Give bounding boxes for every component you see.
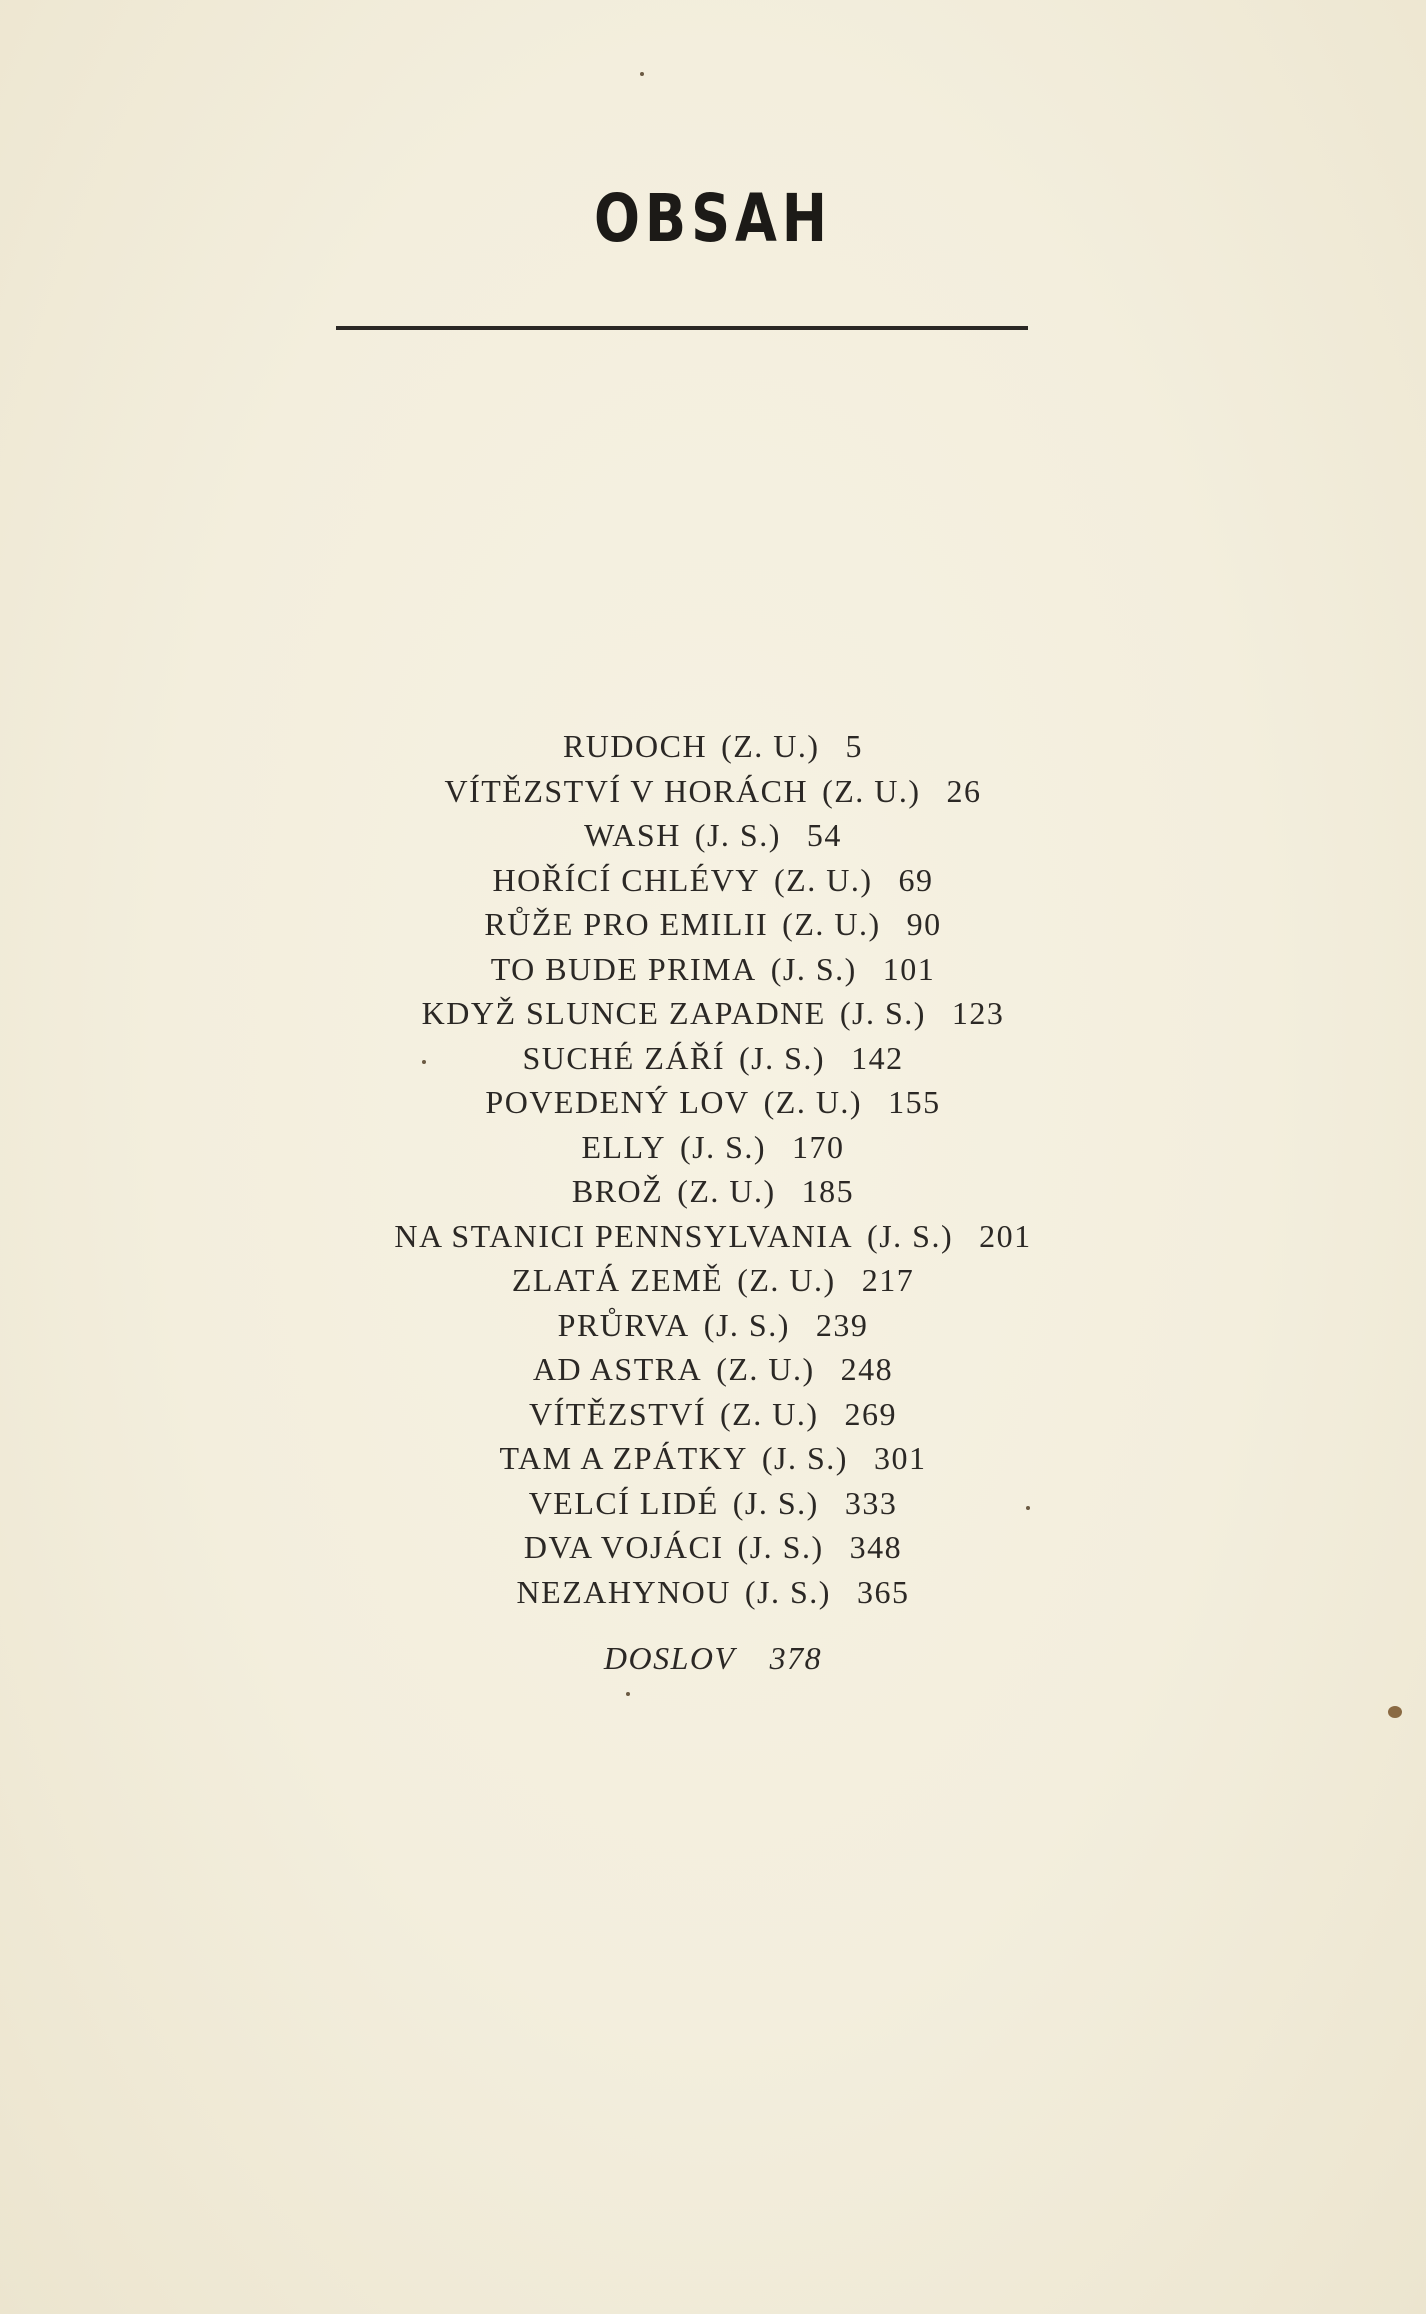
entry-author: (J. S.) [770,950,857,987]
entry-page-number: 54 [806,817,842,853]
entry-title: DVA VOJÁCI [523,1529,724,1565]
entry-page-number: 333 [844,1484,898,1521]
entry-title: ELLY [581,1128,666,1165]
toc-entry [0,991,1426,1036]
entry-title: PRŮRVA [557,1306,690,1343]
entry-title: VÍTĚZSTVÍ [529,1395,707,1432]
paper-speck [640,72,644,76]
entry-title: VELCÍ LIDÉ [528,1484,719,1521]
entry-author: (J. S.) [761,1440,848,1476]
entry-page-number: 101 [882,950,936,987]
toc-entry [0,1080,1426,1125]
afterword-title: DOSLOV [603,1640,736,1676]
entry-title: WASH [584,817,681,853]
entry-author: (J. S.) [867,1217,954,1254]
toc-entry [0,902,1426,947]
entry-page-number: 123 [951,995,1005,1031]
afterword-entry [0,1640,1426,1677]
entry-page-number: 365 [856,1573,910,1610]
entry-page-number: 69 [898,861,934,898]
toc-entry [0,947,1426,992]
entry-page-number: 201 [979,1217,1032,1254]
entry-title: KDYŽ SLUNCE ZAPADNE [421,995,826,1031]
toc-entry [0,769,1426,814]
toc-entry [0,1169,1426,1214]
entry-author: (J. S.) [732,1484,819,1521]
entry-page-number: 185 [801,1173,855,1209]
entry-author: (Z. U.) [716,1351,815,1387]
entry-page-number: 155 [888,1084,941,1120]
entry-page-number: 239 [815,1306,869,1343]
toc-entry [0,1125,1426,1170]
toc-entry [0,1214,1426,1259]
toc-entry [0,1258,1426,1303]
entry-page-number: 217 [861,1262,915,1298]
entry-author: (J. S.) [679,1128,767,1165]
entry-title: TO BUDE PRIMA [490,950,757,987]
entry-author: (Z. U.) [737,1262,836,1298]
toc-entry [0,1392,1426,1437]
entry-title: NEZAHYNOU [516,1573,731,1610]
entry-author: (Z. U.) [822,772,921,809]
toc-entry [0,1347,1426,1392]
table-of-contents [0,724,1426,1614]
entry-title: RŮŽE PRO EMILII [484,906,769,942]
paper-speck [626,1692,630,1696]
toc-entry [0,1436,1426,1481]
paper-speck [1388,1706,1402,1718]
toc-entry [0,1481,1426,1526]
entry-author: (Z. U.) [774,861,873,898]
paper-speck [422,1060,426,1064]
entry-author: (Z. U.) [763,1084,863,1120]
entry-title: SUCHÉ ZÁŘÍ [522,1039,725,1076]
entry-page-number: 170 [792,1128,845,1165]
entry-title: BROŽ [571,1173,664,1209]
toc-entry [0,858,1426,903]
entry-page-number: 142 [851,1039,904,1076]
paper-speck [1026,1506,1030,1510]
entry-page-number: 269 [844,1395,897,1432]
entry-page-number: 90 [906,906,942,942]
entry-page-number: 26 [946,772,982,809]
entry-title: TAM A ZPÁTKY [499,1440,748,1476]
entry-title: RUDOCH [562,728,708,764]
entry-title: VÍTĚZSTVÍ V HORÁCH [444,772,809,809]
entry-page-number: 348 [849,1529,903,1565]
entry-title: HOŘÍCÍ CHLÉVY [492,861,760,898]
page-title: OBSAH [593,180,833,257]
entry-title: ZLATÁ ZEMĚ [511,1262,724,1298]
title-divider [336,326,1028,330]
toc-entry [0,813,1426,858]
toc-entry [0,1525,1426,1570]
entry-title: NA STANICI PENNSYLVANIA [394,1217,854,1254]
toc-entry [0,1570,1426,1615]
entry-page-number: 5 [845,728,864,764]
entry-author: (J. S.) [839,995,926,1031]
entry-author: (J. S.) [739,1039,826,1076]
entry-author: (J. S.) [744,1573,831,1610]
entry-author: (Z. U.) [677,1173,776,1209]
toc-entry [0,1303,1426,1348]
entry-author: (J. S.) [737,1529,824,1565]
toc-entry [0,1036,1426,1081]
entry-page-number: 301 [873,1440,927,1476]
entry-author: (J. S.) [703,1306,790,1343]
entry-title: POVEDENÝ LOV [485,1084,750,1120]
entry-title: AD ASTRA [532,1351,703,1387]
entry-author: (Z. U.) [720,1395,819,1432]
toc-entry [0,724,1426,769]
entry-author: (Z. U.) [782,906,881,942]
entry-page-number: 248 [840,1351,894,1387]
afterword-page-number: 378 [769,1640,823,1676]
entry-author: (Z. U.) [721,728,820,764]
entry-author: (J. S.) [694,817,781,853]
